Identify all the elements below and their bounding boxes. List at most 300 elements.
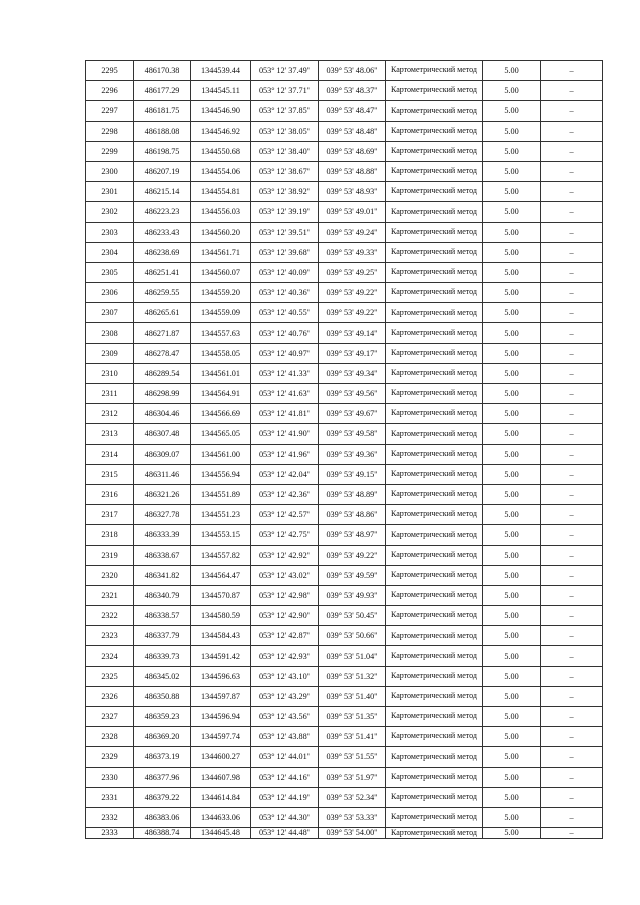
table-row — [86, 182, 603, 202]
y-coordinate-cell: 1344580.59 — [191, 606, 251, 626]
longitude-cell: 039° 53' 50.45" — [319, 606, 386, 626]
y-coordinate-cell: 1344561.00 — [191, 444, 251, 464]
x-coordinate-cell: 486338.67 — [134, 545, 191, 565]
x-coordinate-cell: 486311.46 — [134, 464, 191, 484]
latitude-cell: 053° 12' 44.48" — [251, 828, 319, 839]
method-cell: Картометрический метод — [386, 606, 483, 626]
table-row — [86, 81, 603, 101]
latitude-cell: 053° 12' 38.05" — [251, 121, 319, 141]
table-row — [86, 101, 603, 121]
x-coordinate-cell: 486251.41 — [134, 262, 191, 282]
note-cell: – — [541, 767, 603, 787]
method-cell: Картометрический метод — [386, 767, 483, 787]
longitude-cell: 039° 53' 52.34" — [319, 787, 386, 807]
point-number-cell: 2303 — [86, 222, 134, 242]
note-cell: – — [541, 505, 603, 525]
accuracy-cell: 5.00 — [483, 404, 541, 424]
latitude-cell: 053° 12' 41.63" — [251, 384, 319, 404]
x-coordinate-cell: 486271.87 — [134, 323, 191, 343]
note-cell: – — [541, 666, 603, 686]
longitude-cell: 039° 53' 49.56" — [319, 384, 386, 404]
note-cell: – — [541, 525, 603, 545]
x-coordinate-cell: 486345.02 — [134, 666, 191, 686]
accuracy-cell: 5.00 — [483, 202, 541, 222]
method-cell: Картометрический метод — [386, 161, 483, 181]
table-row — [86, 626, 603, 646]
method-cell: Картометрический метод — [386, 101, 483, 121]
x-coordinate-cell: 486170.38 — [134, 61, 191, 81]
note-cell: – — [541, 444, 603, 464]
point-number-cell: 2315 — [86, 464, 134, 484]
longitude-cell: 039° 53' 49.59" — [319, 565, 386, 585]
x-coordinate-cell: 486223.23 — [134, 202, 191, 222]
table-row — [86, 343, 603, 363]
y-coordinate-cell: 1344553.15 — [191, 525, 251, 545]
latitude-cell: 053° 12' 43.02" — [251, 565, 319, 585]
coordinates-table-page — [85, 60, 602, 839]
point-number-cell: 2305 — [86, 262, 134, 282]
method-cell: Картометрический метод — [386, 565, 483, 585]
accuracy-cell: 5.00 — [483, 727, 541, 747]
accuracy-cell: 5.00 — [483, 626, 541, 646]
y-coordinate-cell: 1344550.68 — [191, 141, 251, 161]
y-coordinate-cell: 1344557.63 — [191, 323, 251, 343]
y-coordinate-cell: 1344557.82 — [191, 545, 251, 565]
point-number-cell: 2327 — [86, 707, 134, 727]
accuracy-cell: 5.00 — [483, 121, 541, 141]
latitude-cell: 053° 12' 41.81" — [251, 404, 319, 424]
y-coordinate-cell: 1344564.47 — [191, 565, 251, 585]
y-coordinate-cell: 1344633.06 — [191, 807, 251, 827]
accuracy-cell: 5.00 — [483, 606, 541, 626]
point-number-cell: 2297 — [86, 101, 134, 121]
table-row — [86, 505, 603, 525]
point-number-cell: 2320 — [86, 565, 134, 585]
method-cell: Картометрический метод — [386, 61, 483, 81]
note-cell: – — [541, 61, 603, 81]
note-cell: – — [541, 101, 603, 121]
longitude-cell: 039° 53' 49.36" — [319, 444, 386, 464]
x-coordinate-cell: 486369.20 — [134, 727, 191, 747]
x-coordinate-cell: 486327.78 — [134, 505, 191, 525]
accuracy-cell: 5.00 — [483, 283, 541, 303]
latitude-cell: 053° 12' 43.10" — [251, 666, 319, 686]
x-coordinate-cell: 486338.57 — [134, 606, 191, 626]
note-cell: – — [541, 404, 603, 424]
table-row — [86, 767, 603, 787]
latitude-cell: 053° 12' 40.97" — [251, 343, 319, 363]
accuracy-cell: 5.00 — [483, 565, 541, 585]
longitude-cell: 039° 53' 51.40" — [319, 686, 386, 706]
latitude-cell: 053° 12' 44.01" — [251, 747, 319, 767]
point-number-cell: 2314 — [86, 444, 134, 464]
method-cell: Картометрический метод — [386, 525, 483, 545]
point-number-cell: 2325 — [86, 666, 134, 686]
latitude-cell: 053° 12' 38.40" — [251, 141, 319, 161]
method-cell: Картометрический метод — [386, 242, 483, 262]
latitude-cell: 053° 12' 42.92" — [251, 545, 319, 565]
note-cell: – — [541, 343, 603, 363]
x-coordinate-cell: 486359.23 — [134, 707, 191, 727]
table-row — [86, 444, 603, 464]
x-coordinate-cell: 486177.29 — [134, 81, 191, 101]
point-number-cell: 2312 — [86, 404, 134, 424]
note-cell: – — [541, 262, 603, 282]
point-number-cell: 2306 — [86, 283, 134, 303]
y-coordinate-cell: 1344564.91 — [191, 384, 251, 404]
latitude-cell: 053° 12' 42.57" — [251, 505, 319, 525]
point-number-cell: 2313 — [86, 424, 134, 444]
method-cell: Картометрический метод — [386, 222, 483, 242]
point-number-cell: 2321 — [86, 585, 134, 605]
accuracy-cell: 5.00 — [483, 767, 541, 787]
y-coordinate-cell: 1344554.81 — [191, 182, 251, 202]
longitude-cell: 039° 53' 48.93" — [319, 182, 386, 202]
method-cell: Картометрический метод — [386, 484, 483, 504]
latitude-cell: 053° 12' 40.09" — [251, 262, 319, 282]
note-cell: – — [541, 606, 603, 626]
x-coordinate-cell: 486289.54 — [134, 363, 191, 383]
table-row — [86, 484, 603, 504]
accuracy-cell: 5.00 — [483, 303, 541, 323]
note-cell: – — [541, 585, 603, 605]
y-coordinate-cell: 1344570.87 — [191, 585, 251, 605]
latitude-cell: 053° 12' 38.92" — [251, 182, 319, 202]
point-number-cell: 2298 — [86, 121, 134, 141]
accuracy-cell: 5.00 — [483, 707, 541, 727]
y-coordinate-cell: 1344551.89 — [191, 484, 251, 504]
point-number-cell: 2311 — [86, 384, 134, 404]
longitude-cell: 039° 53' 48.86" — [319, 505, 386, 525]
method-cell: Картометрический метод — [386, 343, 483, 363]
longitude-cell: 039° 53' 49.01" — [319, 202, 386, 222]
y-coordinate-cell: 1344596.63 — [191, 666, 251, 686]
longitude-cell: 039° 53' 49.17" — [319, 343, 386, 363]
note-cell: – — [541, 545, 603, 565]
accuracy-cell: 5.00 — [483, 444, 541, 464]
y-coordinate-cell: 1344591.42 — [191, 646, 251, 666]
y-coordinate-cell: 1344561.01 — [191, 363, 251, 383]
method-cell: Картометрический метод — [386, 787, 483, 807]
x-coordinate-cell: 486350.88 — [134, 686, 191, 706]
table-row — [86, 707, 603, 727]
method-cell: Картометрический метод — [386, 828, 483, 839]
table-row — [86, 787, 603, 807]
x-coordinate-cell: 486341.82 — [134, 565, 191, 585]
y-coordinate-cell: 1344556.94 — [191, 464, 251, 484]
latitude-cell: 053° 12' 44.30" — [251, 807, 319, 827]
x-coordinate-cell: 486373.19 — [134, 747, 191, 767]
x-coordinate-cell: 486388.74 — [134, 828, 191, 839]
table-row — [86, 141, 603, 161]
note-cell: – — [541, 686, 603, 706]
method-cell: Картометрический метод — [386, 686, 483, 706]
point-number-cell: 2308 — [86, 323, 134, 343]
table-row — [86, 222, 603, 242]
method-cell: Картометрический метод — [386, 81, 483, 101]
x-coordinate-cell: 486321.26 — [134, 484, 191, 504]
point-number-cell: 2333 — [86, 828, 134, 839]
accuracy-cell: 5.00 — [483, 242, 541, 262]
table-row — [86, 121, 603, 141]
note-cell: – — [541, 424, 603, 444]
latitude-cell: 053° 12' 42.04" — [251, 464, 319, 484]
latitude-cell: 053° 12' 39.19" — [251, 202, 319, 222]
table-row — [86, 242, 603, 262]
point-number-cell: 2300 — [86, 161, 134, 181]
table-row — [86, 828, 603, 839]
x-coordinate-cell: 486298.99 — [134, 384, 191, 404]
x-coordinate-cell: 486238.69 — [134, 242, 191, 262]
y-coordinate-cell: 1344565.05 — [191, 424, 251, 444]
point-number-cell: 2304 — [86, 242, 134, 262]
method-cell: Картометрический метод — [386, 666, 483, 686]
y-coordinate-cell: 1344559.20 — [191, 283, 251, 303]
table-row — [86, 61, 603, 81]
longitude-cell: 039° 53' 51.32" — [319, 666, 386, 686]
x-coordinate-cell: 486304.46 — [134, 404, 191, 424]
y-coordinate-cell: 1344597.74 — [191, 727, 251, 747]
accuracy-cell: 5.00 — [483, 222, 541, 242]
latitude-cell: 053° 12' 38.67" — [251, 161, 319, 181]
longitude-cell: 039° 53' 49.24" — [319, 222, 386, 242]
note-cell: – — [541, 626, 603, 646]
method-cell: Картометрический метод — [386, 202, 483, 222]
point-number-cell: 2319 — [86, 545, 134, 565]
note-cell: – — [541, 323, 603, 343]
x-coordinate-cell: 486207.19 — [134, 161, 191, 181]
y-coordinate-cell: 1344559.09 — [191, 303, 251, 323]
method-cell: Картометрический метод — [386, 121, 483, 141]
note-cell: – — [541, 828, 603, 839]
x-coordinate-cell: 486198.75 — [134, 141, 191, 161]
accuracy-cell: 5.00 — [483, 505, 541, 525]
accuracy-cell: 5.00 — [483, 464, 541, 484]
accuracy-cell: 5.00 — [483, 323, 541, 343]
point-number-cell: 2296 — [86, 81, 134, 101]
x-coordinate-cell: 486259.55 — [134, 283, 191, 303]
method-cell: Картометрический метод — [386, 747, 483, 767]
point-number-cell: 2302 — [86, 202, 134, 222]
method-cell: Картометрический метод — [386, 404, 483, 424]
y-coordinate-cell: 1344560.07 — [191, 262, 251, 282]
x-coordinate-cell: 486383.06 — [134, 807, 191, 827]
method-cell: Картометрический метод — [386, 262, 483, 282]
longitude-cell: 039° 53' 48.06" — [319, 61, 386, 81]
note-cell: – — [541, 161, 603, 181]
longitude-cell: 039° 53' 48.97" — [319, 525, 386, 545]
x-coordinate-cell: 486215.14 — [134, 182, 191, 202]
latitude-cell: 053° 12' 37.49" — [251, 61, 319, 81]
table-row — [86, 646, 603, 666]
longitude-cell: 039° 53' 53.33" — [319, 807, 386, 827]
table-row — [86, 323, 603, 343]
longitude-cell: 039° 53' 48.48" — [319, 121, 386, 141]
method-cell: Картометрический метод — [386, 444, 483, 464]
latitude-cell: 053° 12' 37.85" — [251, 101, 319, 121]
table-row — [86, 727, 603, 747]
point-number-cell: 2331 — [86, 787, 134, 807]
latitude-cell: 053° 12' 40.36" — [251, 283, 319, 303]
y-coordinate-cell: 1344554.06 — [191, 161, 251, 181]
note-cell: – — [541, 121, 603, 141]
method-cell: Картометрический метод — [386, 585, 483, 605]
table-row — [86, 686, 603, 706]
latitude-cell: 053° 12' 42.93" — [251, 646, 319, 666]
table-body — [86, 61, 603, 839]
note-cell: – — [541, 283, 603, 303]
table-row — [86, 747, 603, 767]
latitude-cell: 053° 12' 40.76" — [251, 323, 319, 343]
latitude-cell: 053° 12' 42.36" — [251, 484, 319, 504]
longitude-cell: 039° 53' 51.55" — [319, 747, 386, 767]
x-coordinate-cell: 486377.96 — [134, 767, 191, 787]
accuracy-cell: 5.00 — [483, 787, 541, 807]
latitude-cell: 053° 12' 41.33" — [251, 363, 319, 383]
longitude-cell: 039° 53' 49.67" — [319, 404, 386, 424]
longitude-cell: 039° 53' 54.00" — [319, 828, 386, 839]
method-cell: Картометрический метод — [386, 323, 483, 343]
accuracy-cell: 5.00 — [483, 807, 541, 827]
table-row — [86, 363, 603, 383]
note-cell: – — [541, 464, 603, 484]
method-cell: Картометрический метод — [386, 707, 483, 727]
point-number-cell: 2329 — [86, 747, 134, 767]
longitude-cell: 039° 53' 51.41" — [319, 727, 386, 747]
accuracy-cell: 5.00 — [483, 161, 541, 181]
accuracy-cell: 5.00 — [483, 747, 541, 767]
latitude-cell: 053° 12' 44.19" — [251, 787, 319, 807]
note-cell: – — [541, 384, 603, 404]
table-row — [86, 404, 603, 424]
point-number-cell: 2310 — [86, 363, 134, 383]
point-number-cell: 2328 — [86, 727, 134, 747]
x-coordinate-cell: 486337.79 — [134, 626, 191, 646]
method-cell: Картометрический метод — [386, 626, 483, 646]
note-cell: – — [541, 182, 603, 202]
accuracy-cell: 5.00 — [483, 141, 541, 161]
accuracy-cell: 5.00 — [483, 81, 541, 101]
x-coordinate-cell: 486181.75 — [134, 101, 191, 121]
longitude-cell: 039° 53' 51.04" — [319, 646, 386, 666]
x-coordinate-cell: 486188.08 — [134, 121, 191, 141]
method-cell: Картометрический метод — [386, 545, 483, 565]
accuracy-cell: 5.00 — [483, 101, 541, 121]
table-row — [86, 666, 603, 686]
accuracy-cell: 5.00 — [483, 646, 541, 666]
accuracy-cell: 5.00 — [483, 666, 541, 686]
longitude-cell: 039° 53' 49.93" — [319, 585, 386, 605]
point-number-cell: 2307 — [86, 303, 134, 323]
note-cell: – — [541, 222, 603, 242]
point-number-cell: 2301 — [86, 182, 134, 202]
method-cell: Картометрический метод — [386, 141, 483, 161]
x-coordinate-cell: 486379.22 — [134, 787, 191, 807]
longitude-cell: 039° 53' 48.47" — [319, 101, 386, 121]
table-row — [86, 161, 603, 181]
y-coordinate-cell: 1344607.98 — [191, 767, 251, 787]
y-coordinate-cell: 1344539.44 — [191, 61, 251, 81]
latitude-cell: 053° 12' 37.71" — [251, 81, 319, 101]
y-coordinate-cell: 1344600.27 — [191, 747, 251, 767]
longitude-cell: 039° 53' 49.15" — [319, 464, 386, 484]
accuracy-cell: 5.00 — [483, 424, 541, 444]
note-cell: – — [541, 727, 603, 747]
y-coordinate-cell: 1344584.43 — [191, 626, 251, 646]
x-coordinate-cell: 486340.79 — [134, 585, 191, 605]
method-cell: Картометрический метод — [386, 505, 483, 525]
table-row — [86, 545, 603, 565]
x-coordinate-cell: 486233.43 — [134, 222, 191, 242]
note-cell: – — [541, 707, 603, 727]
x-coordinate-cell: 486307.48 — [134, 424, 191, 444]
method-cell: Картометрический метод — [386, 424, 483, 444]
point-number-cell: 2324 — [86, 646, 134, 666]
y-coordinate-cell: 1344556.03 — [191, 202, 251, 222]
y-coordinate-cell: 1344546.90 — [191, 101, 251, 121]
note-cell: – — [541, 81, 603, 101]
longitude-cell: 039° 53' 49.14" — [319, 323, 386, 343]
method-cell: Картометрический метод — [386, 727, 483, 747]
latitude-cell: 053° 12' 39.51" — [251, 222, 319, 242]
point-number-cell: 2318 — [86, 525, 134, 545]
note-cell: – — [541, 565, 603, 585]
longitude-cell: 039° 53' 49.22" — [319, 283, 386, 303]
latitude-cell: 053° 12' 43.88" — [251, 727, 319, 747]
point-number-cell: 2295 — [86, 61, 134, 81]
accuracy-cell: 5.00 — [483, 384, 541, 404]
method-cell: Картометрический метод — [386, 464, 483, 484]
y-coordinate-cell: 1344546.92 — [191, 121, 251, 141]
accuracy-cell: 5.00 — [483, 343, 541, 363]
table-row — [86, 807, 603, 827]
longitude-cell: 039° 53' 49.25" — [319, 262, 386, 282]
table-row — [86, 202, 603, 222]
longitude-cell: 039° 53' 48.89" — [319, 484, 386, 504]
accuracy-cell: 5.00 — [483, 61, 541, 81]
method-cell: Картометрический метод — [386, 182, 483, 202]
point-number-cell: 2316 — [86, 484, 134, 504]
method-cell: Картометрический метод — [386, 303, 483, 323]
point-number-cell: 2332 — [86, 807, 134, 827]
y-coordinate-cell: 1344597.87 — [191, 686, 251, 706]
point-number-cell: 2326 — [86, 686, 134, 706]
latitude-cell: 053° 12' 41.96" — [251, 444, 319, 464]
table-row — [86, 424, 603, 444]
method-cell: Картометрический метод — [386, 807, 483, 827]
latitude-cell: 053° 12' 42.87" — [251, 626, 319, 646]
table-row — [86, 525, 603, 545]
x-coordinate-cell: 486333.39 — [134, 525, 191, 545]
latitude-cell: 053° 12' 40.55" — [251, 303, 319, 323]
accuracy-cell: 5.00 — [483, 484, 541, 504]
latitude-cell: 053° 12' 42.98" — [251, 585, 319, 605]
note-cell: – — [541, 141, 603, 161]
point-number-cell: 2322 — [86, 606, 134, 626]
point-number-cell: 2309 — [86, 343, 134, 363]
y-coordinate-cell: 1344545.11 — [191, 81, 251, 101]
y-coordinate-cell: 1344596.94 — [191, 707, 251, 727]
x-coordinate-cell: 486339.73 — [134, 646, 191, 666]
note-cell: – — [541, 787, 603, 807]
x-coordinate-cell: 486265.61 — [134, 303, 191, 323]
longitude-cell: 039° 53' 49.22" — [319, 303, 386, 323]
longitude-cell: 039° 53' 48.69" — [319, 141, 386, 161]
longitude-cell: 039° 53' 49.33" — [319, 242, 386, 262]
latitude-cell: 053° 12' 43.29" — [251, 686, 319, 706]
table-row — [86, 585, 603, 605]
accuracy-cell: 5.00 — [483, 686, 541, 706]
